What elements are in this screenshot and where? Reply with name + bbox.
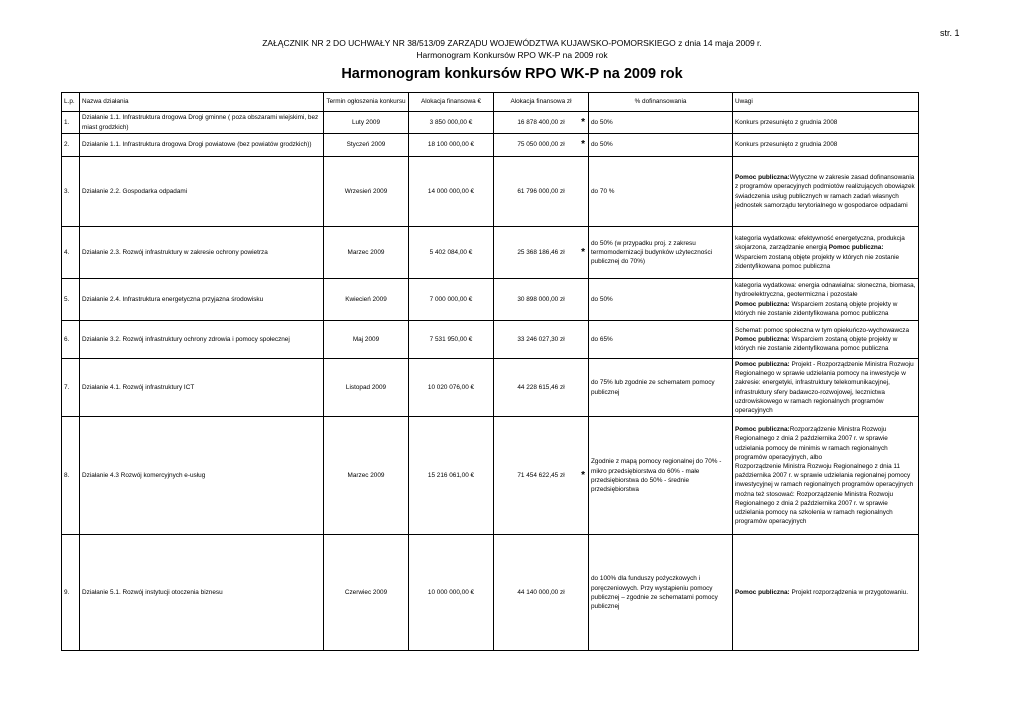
remark-text: Konkurs przesunięto z grudnia 2008	[735, 118, 838, 126]
cell-lp: 2.	[62, 134, 80, 157]
header-cofinancing: % dofinansowania	[589, 93, 733, 112]
cell-cofinancing: do 50%	[589, 279, 733, 321]
remark-bold-label: Pomoc publiczna:	[735, 335, 790, 343]
cell-alloc-eur: 3 850 000,00 €	[409, 112, 494, 134]
remark-text: Projekt rozporządzenia w przygotowaniu.	[789, 589, 908, 597]
header-remarks: Uwagi	[733, 93, 919, 112]
cell-alloc-pln	[494, 359, 589, 417]
cell-lp: 7.	[62, 359, 80, 417]
table-row	[62, 535, 919, 651]
cell-name: Działanie 1.1. Infrastruktura drogowa Drogi gminne ( poza obszarami wiejskimi, bez miast grodzkich)	[80, 112, 324, 134]
remark-bold-label: Pomoc publiczna:	[735, 426, 790, 434]
remark-line	[735, 118, 916, 127]
cell-lp: 4.	[62, 227, 80, 279]
cell-alloc-pln	[494, 227, 589, 279]
remark-text: Wsparciem zostaną objęte projekty w których nie zostanie zidentyfikowana pomoc publiczna	[735, 335, 898, 353]
cell-date: Luty 2009	[324, 112, 409, 134]
cell-name: Działanie 4.3 Rozwój komercyjnych e-usług	[80, 417, 324, 535]
schedule-table	[61, 92, 919, 651]
asterisk-marker: *	[581, 246, 585, 258]
cell-name: Działanie 2.2. Gospodarka odpadami	[80, 157, 324, 227]
cell-remarks	[733, 112, 919, 134]
remark-text: kategoria wydatkowa: energia odnawialna: słoneczna, biomasa, hydroelektryczna, geotermiczna i pozostałe	[735, 282, 916, 299]
cell-date: Marzec 2009	[324, 417, 409, 535]
table-row	[62, 157, 919, 227]
cell-remarks	[733, 279, 919, 321]
cell-alloc-eur: 18 100 000,00 €	[409, 134, 494, 157]
remark-bold-label: Pomoc publiczna:	[735, 300, 790, 308]
cell-alloc-eur: 7 531 950,00 €	[409, 321, 494, 359]
remark-bold-label: Pomoc publiczna:	[735, 589, 790, 597]
remark-line	[735, 326, 916, 354]
cell-lp: 3.	[62, 157, 80, 227]
remark-text: Rozporządzenie Ministra Rozwoju Regionalnego z dnia 11 października 2007 r. w sprawie udzielania regionalnej pomocy inwestycyjnej w ramach regionalnych programów operacyjnych	[735, 462, 914, 489]
header-alloc-eur: Alokacja finansowa €	[409, 93, 494, 112]
cell-alloc-pln	[494, 112, 589, 134]
table-row	[62, 227, 919, 279]
table-row	[62, 321, 919, 359]
cell-remarks	[733, 134, 919, 157]
remark-text: Rozporządzenie Ministra Rozwoju Regionalnego z dnia 2 października 2007 r. w sprawie udzielania pomocy de minimis w ramach regionalnych programów operacyjnych, albo	[735, 426, 888, 461]
cell-alloc-eur: 5 402 084,00 €	[409, 227, 494, 279]
cell-date: Wrzesień 2009	[324, 157, 409, 227]
attachment-line-1: ZAŁĄCZNIK NR 2 DO UCHWAŁY NR 38/513/09 ZARZĄDU WOJEWÓDZTWA KUJAWSKO-POMORSKIEGO z dnia 14 maja 2009 r.	[262, 38, 762, 48]
cell-alloc-pln	[494, 279, 589, 321]
attachment-line-2: Harmonogram Konkursów RPO WK-P na 2009 rok	[416, 50, 608, 60]
cell-cofinancing: do 50%	[589, 134, 733, 157]
remark-text: Wytyczne w zakresie zasad dofinansowania z programów operacyjnych podmiotów realizujących obowiązek świadczenia usług publicznych w ramach zadań własnych jednostek samorządu terytorialnego w gospodarce odpadami	[735, 174, 915, 209]
cell-alloc-pln	[494, 417, 589, 535]
cell-date: Marzec 2009	[324, 227, 409, 279]
cell-alloc-pln	[494, 321, 589, 359]
cell-remarks	[733, 321, 919, 359]
alloc-pln-value: 25 368 186,46 zł	[517, 248, 565, 256]
cell-date: Styczeń 2009	[324, 134, 409, 157]
alloc-pln-value: 33 246 027,30 zł	[517, 335, 565, 343]
alloc-pln-value: 44 228 615,46 zł	[517, 384, 565, 391]
cell-alloc-eur: 10 000 000,00 €	[409, 535, 494, 651]
header-lp: L.p.	[62, 93, 80, 112]
remark-bold-label: Pomoc publiczna:	[735, 174, 790, 182]
remark-bold-label: Pomoc publiczna:	[828, 244, 884, 252]
cell-name: Działanie 4.1. Rozwój infrastruktury ICT	[80, 359, 324, 417]
cell-name: Działanie 5.1. Rozwój instytucji otoczenia biznesu	[80, 535, 324, 651]
cell-date: Czerwiec 2009	[324, 535, 409, 651]
table-header-row	[62, 93, 919, 112]
remark-line	[735, 588, 916, 597]
remark-bold-label: Pomoc publiczna:	[735, 361, 790, 368]
cell-name: Działanie 2.4. Infrastruktura energetyczna przyjazna środowisku	[80, 279, 324, 321]
cell-cofinancing: do 65%	[589, 321, 733, 359]
cell-date: Listopad 2009	[324, 359, 409, 417]
table-body	[62, 112, 919, 651]
remark-text: kategoria wydatkowa: efektywność energetyczna, produkcja skojarzona, zarządzanie energią	[735, 235, 905, 252]
cell-alloc-eur: 14 000 000,00 €	[409, 157, 494, 227]
remark-line	[735, 173, 916, 210]
remark-text: Konkurs przesunięto z grudnia 2008	[735, 141, 838, 149]
cell-date: Maj 2009	[324, 321, 409, 359]
alloc-pln-value: 71 454 622,45 zł	[517, 472, 565, 480]
cell-name: Działanie 1.1. Infrastruktura drogowa Drogi powiatowe (bez powiatów grodzkich))	[80, 134, 324, 157]
remark-line	[735, 140, 916, 149]
asterisk-marker: *	[581, 469, 585, 481]
cell-alloc-eur: 15 216 061,00 €	[409, 417, 494, 535]
cell-cofinancing: do 50% (w przypadku proj. z zakresu termomodernizacji budynków użyteczności publicznej do 70%)	[589, 227, 733, 279]
asterisk-marker: *	[581, 138, 585, 150]
cell-alloc-pln	[494, 157, 589, 227]
remark-text: Projekt - Rozporządzenie Ministra Rozwoju Regionalnego w sprawie udzielania pomocy na inwestycje w zakresie: energetyki, infrastruktury telekomunikacyjnej, infrastruktury sfery badawczo-rozwojowej, lecznictwa uzdrowiskowego w ramach regionalnych programów operacyjnych	[735, 361, 914, 415]
cell-remarks	[733, 359, 919, 417]
remark-text: można też stosować: Rozporządzenie Ministra Rozwoju Regionalnego z dnia 2 października 2007 r. w sprawie udzielania pomocy na szkolenia w ramach regionalnych programów operacyjnych	[735, 490, 894, 526]
cell-name: Działanie 3.2. Rozwój infrastruktury ochrony zdrowia i pomocy społecznej	[80, 321, 324, 359]
cell-remarks	[733, 417, 919, 535]
cell-cofinancing: do 75% lub zgodnie ze schematem pomocy publicznej	[589, 359, 733, 417]
alloc-pln-value: 61 796 000,00 zł	[517, 187, 565, 195]
header-name: Nazwa działania	[80, 93, 324, 112]
cell-remarks	[733, 227, 919, 279]
remark-text: Wsparciem zostaną objęte projekty w których nie zostanie zidentyfikowana pomoc publiczna	[735, 300, 898, 317]
cell-alloc-pln	[494, 134, 589, 157]
remark-text: Wsparciem zostaną objęte projekty w których nie zostanie zidentyfikowana pomoc publiczna	[735, 253, 900, 270]
cell-cofinancing: Zgodnie z mapą pomocy regionalnej do 70% - mikro przedsiębiorstwa do 60% - małe przedsiębiorstwa do 50% - średnie przedsiębiorstwa	[589, 417, 733, 535]
page-number: str. 1	[940, 28, 960, 38]
header-alloc-pln: Alokacja finansowa zł	[494, 93, 589, 112]
cell-lp: 9.	[62, 535, 80, 651]
remark-line	[735, 234, 916, 271]
table-row	[62, 112, 919, 134]
cell-remarks	[733, 157, 919, 227]
remark-line	[735, 425, 916, 462]
cell-date: Kwiecień 2009	[324, 279, 409, 321]
cell-lp: 8.	[62, 417, 80, 535]
remark-text: Schemat: pomoc społeczna w tym opiekuńczo-wychowawcza	[735, 326, 910, 334]
cell-alloc-pln	[494, 535, 589, 651]
cell-alloc-eur: 7 000 000,00 €	[409, 279, 494, 321]
asterisk-marker: *	[581, 116, 585, 128]
table-row	[62, 279, 919, 321]
table-row	[62, 417, 919, 535]
remark-line	[735, 300, 916, 318]
remark-line	[735, 490, 916, 527]
remark-line	[735, 462, 916, 490]
alloc-pln-value: 16 878 400,00 zł	[517, 118, 565, 126]
alloc-pln-value: 75 050 000,00 zł	[517, 141, 565, 149]
cell-cofinancing: do 100% dla funduszy pożyczkowych i poręczeniowych. Przy wystąpieniu pomocy publicznej – zgodnie ze schematami pomocy publicznej	[589, 535, 733, 651]
cell-cofinancing: do 70 %	[589, 157, 733, 227]
cell-cofinancing: do 50%	[589, 112, 733, 134]
header-date: Termin ogłoszenia konkursu	[324, 93, 409, 112]
remark-line	[735, 360, 916, 415]
alloc-pln-value: 30 898 000,00 zł	[517, 295, 565, 303]
remark-line	[735, 281, 916, 299]
cell-lp: 1.	[62, 112, 80, 134]
cell-remarks	[733, 535, 919, 651]
page-title: Harmonogram konkursów RPO WK-P na 2009 rok	[341, 66, 683, 82]
document-header	[0, 37, 1024, 61]
cell-lp: 5.	[62, 279, 80, 321]
table-row	[62, 359, 919, 417]
cell-lp: 6.	[62, 321, 80, 359]
cell-name: Działanie 2.3. Rozwój infrastruktury w zakresie ochrony powietrza	[80, 227, 324, 279]
cell-alloc-eur: 10 020 076,00 €	[409, 359, 494, 417]
alloc-pln-value: 44 140 000,00 zł	[517, 589, 565, 597]
table-row	[62, 134, 919, 157]
